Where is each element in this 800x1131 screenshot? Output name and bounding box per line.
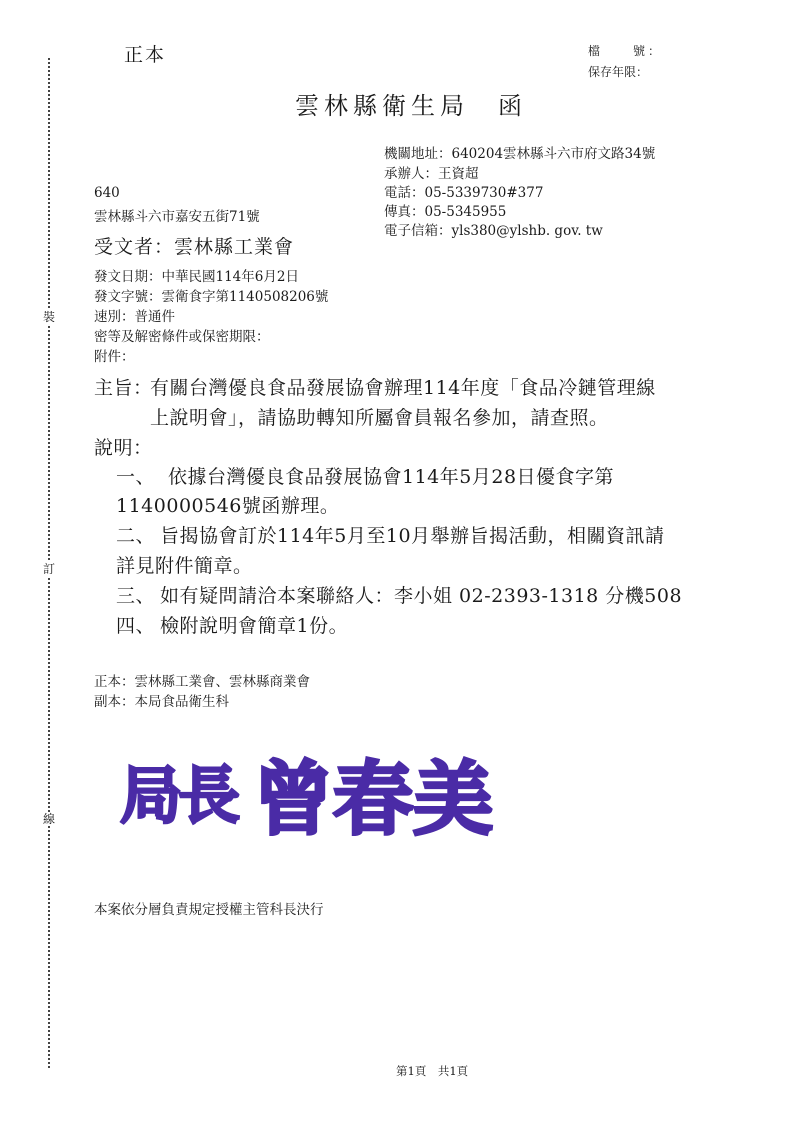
attachment: 附件： [94, 349, 135, 365]
authority-note: 本案依分層負責規定授權主管科長決行 [94, 902, 324, 918]
item-2-number: 二、 [116, 525, 156, 547]
item-1-number: 一、 [116, 466, 156, 488]
item-1-line-1: 依據台灣優良食品發展協會114年5月28日優食字第 [168, 466, 615, 488]
postal-code: 640 [94, 185, 120, 201]
recipient: 受文者：雲林縣工業會 [94, 236, 295, 258]
binding-mark-ding: 訂 [42, 562, 55, 576]
fax: 傳真：05-5345955 [384, 204, 507, 220]
signature-title: 局長 [120, 759, 237, 832]
handler: 承辦人：王資超 [384, 166, 479, 182]
confidentiality: 密等及解密條件或保密期限： [94, 329, 270, 345]
delivery-speed: 速別：普通件 [94, 309, 175, 325]
item-2-line-2: 詳見附件簡章。 [116, 555, 253, 577]
phone: 電話：05-5339730#377 [384, 185, 544, 201]
recipient-street-address: 雲林縣斗六市嘉安五街71號 [94, 209, 260, 225]
retention-period-label: 保存年限： [588, 65, 649, 79]
item-3-line-1: 如有疑問請洽本案聯絡人：李小姐 02-2393-1318 分機508 [160, 585, 683, 607]
subject-line-1: 有關台灣優良食品發展協會辦理114年度「食品冷鏈管理線 [150, 377, 656, 399]
explanation-label: 說明： [94, 437, 153, 459]
item-4-line-1: 檢附說明會簡章1份。 [160, 615, 349, 637]
issue-date: 發文日期：中華民國114年6月2日 [94, 269, 299, 285]
item-3-number: 三、 [116, 585, 156, 607]
agency-address: 機關地址：640204雲林縣斗六市府文路34號 [384, 146, 656, 162]
item-2-line-1: 旨揭協會訂於114年5月至10月舉辦旨揭活動，相關資訊請 [160, 525, 665, 547]
document-title: 雲林縣衛生局 函 [295, 92, 527, 120]
director-signature-stamp [118, 745, 518, 855]
binding-mark-xian: 線 [42, 812, 55, 826]
item-4-number: 四、 [116, 615, 156, 637]
document-number: 發文字號：雲衛食字第1140508206號 [94, 289, 329, 305]
subject-line-2: 上說明會」，請協助轉知所屬會員報名參加，請查照。 [150, 407, 609, 429]
copy-label: 正本 [124, 44, 167, 66]
item-1-line-2: 1140000546號函辦理。 [116, 495, 340, 517]
file-number-label: 檔 號： [588, 44, 664, 58]
page-number: 第1頁 共1頁 [396, 1064, 469, 1078]
subject-label: 主旨： [94, 377, 153, 399]
main-recipients: 正本：雲林縣工業會、雲林縣商業會 [94, 674, 310, 690]
signature-name: 曾春美 [253, 752, 493, 846]
email: 電子信箱：yls380@ylshb. gov. tw [384, 223, 603, 239]
binding-mark-zhuang: 裝 [42, 310, 55, 324]
copy-recipients: 副本：本局食品衛生科 [94, 694, 229, 710]
